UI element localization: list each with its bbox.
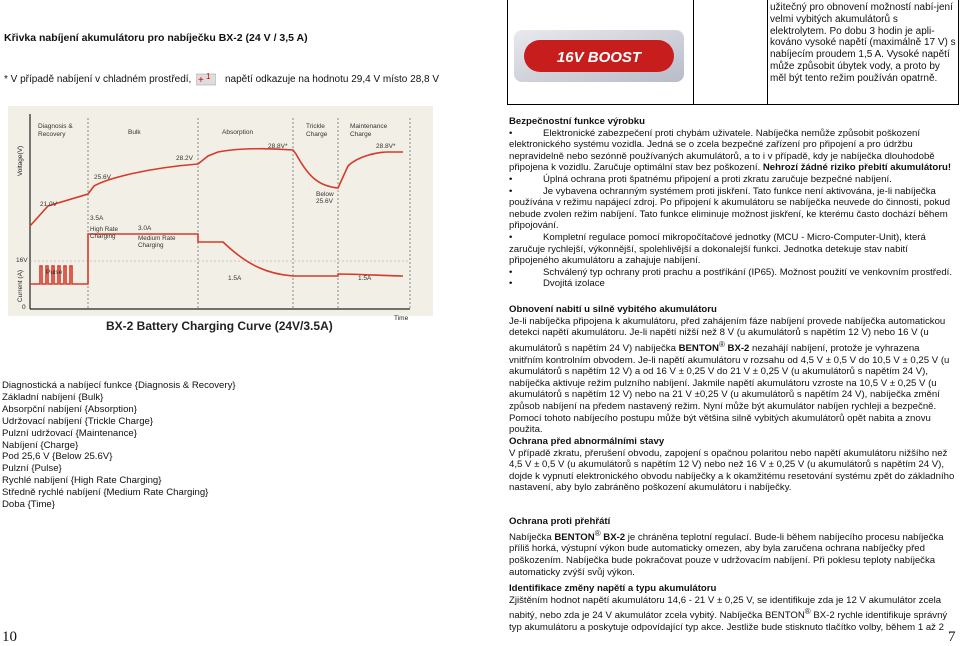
- current-label: 3.0A: [138, 225, 152, 232]
- safety-item-2: • Úplná ochrana proti špatnému připojení a proti zkratu zaručuje bezpečné nabíjení.: [509, 173, 892, 185]
- identification-title: Identifikace změny napětí a typu akumulátoru: [509, 583, 717, 594]
- page-number-left: 10: [2, 629, 17, 645]
- boost-badge-icon: [514, 30, 684, 82]
- boost-description: užitečný pro obnovení možností nabí-jení velmi vybitých akumulátorů s elektrolytem. Po dobu 3 hodin je apli-kováno vysoké napětí (maximálně 17 V) s nabíjecím proudem 1,5 A. Vysoké napětí může způsobit úbytek vody, a proto by měl být tento režim používán opatrně.: [770, 2, 956, 84]
- phase-label: Diagnosis &: [38, 123, 73, 130]
- legend-item: Pulzní {Pulse}: [2, 463, 62, 475]
- abnormal-section: [509, 436, 956, 494]
- recovery-title: Obnovení nabití u silně vybitého akumulátoru: [509, 304, 717, 315]
- voltage-label: 25.6V: [94, 174, 111, 181]
- charging-curve-chart: [8, 106, 433, 344]
- current-label: 3.5A: [90, 215, 104, 222]
- current-label: 1.5A: [358, 275, 372, 282]
- legend-item: Středně rychlé nabíjení {Medium Rate Charging}: [2, 487, 209, 499]
- y-axis-label-voltage: Voltage(V): [17, 145, 24, 177]
- legend-item: Diagnostická a nabíjecí funkce {Diagnosis & Recovery}: [2, 380, 236, 391]
- current-label: Pulse: [46, 269, 63, 276]
- legend-item: Pulzní udržovací {Maintenance}: [2, 427, 137, 439]
- boost-badge-cell: [508, 0, 694, 104]
- cold-note-right: napětí odkazuje na hodnotu 29,4 V místo 28,8 V: [225, 74, 440, 85]
- legend-list: [2, 380, 236, 511]
- zero-label: 0: [22, 304, 26, 311]
- phase-label: Trickle: [306, 123, 325, 130]
- phase-label: Recovery: [38, 131, 66, 138]
- svg-text:1: 1: [206, 72, 211, 81]
- phase-label: Bulk: [128, 129, 141, 136]
- legend-item: Pod 25,6 V {Below 25.6V}: [2, 451, 113, 463]
- warning-icon: [196, 70, 216, 86]
- current-label: Charging: [138, 242, 164, 249]
- abnormal-title: Ochrana před abnormálními stavy: [509, 436, 665, 447]
- phase-label: Maintenance: [350, 123, 388, 130]
- cold-note-left: * V případě nabíjení v chladném prostředí,: [4, 74, 192, 85]
- legend-item: Absorpční nabíjení {Absorption}: [2, 403, 137, 415]
- identification-section: [509, 583, 956, 634]
- legend-item: Nabíjení {Charge}: [2, 439, 79, 451]
- current-label: 16V: [16, 257, 28, 264]
- voltage-label: 28.8V*: [268, 143, 288, 150]
- safety-item-4: • Kompletní regulace pomocí mikropočítačové jednotky (MCU - Micro-Computer-Unit), která zaručuje rychlejší, výkonnější, spolehlivější a dokonalejší funkci. Jednotka detekuje stav nabití připojeného akumulátoru a zahajuje nabíjení.: [509, 231, 926, 267]
- boost-table: [507, 0, 959, 105]
- recovery-text: Je-li nabíječka připojena k akumulátoru, před zahájením fáze nabíjení provede nabíječka automatickou detekci napětí akumulátoru. Je-li napětí nižší než 8 V (u akumulátorů s napětím 12 V) nebo 16 V (u akumulátorů s napětím 24 V) nabíječka BENTON® BX-2 nezahájí nabíjení, protože je vyhrazena vnitřním kontrolním obvodem. Je-li napětí akumulátoru v rozsahu od 4,5 V ± 0,5 V do 10,5 V ± 0,25 V (u akumulátorů s napětím 12 V) a od 16 V ± 0,25 V do 21 V ± 0,25 V (u akumulátorů s napětím 24 V), nabíječka aktivuje režim pulzního nabíjení. Jakmile napětí akumulátoru vzroste na 10,5 V ± 0,25 V (u akumulátorů s napětím 12 V) nebo na 21 V ±0,25 V (u akumulátorů s napětím 24 V), nabíječka změní způsob nabíjení na předem nastavený režim. Nyní může být akumulátor nabíjen rychleji a bezpečně. Pomocí tohoto nabíjecího postupu může být většina silně vybitých akumulátorů opět nabita a znovu použita.: [509, 315, 950, 436]
- svg-text:16V BOOST: 16V BOOST: [556, 49, 642, 66]
- voltage-label: Below: [316, 191, 334, 198]
- safety-item-6: • Dvojitá izolace: [509, 278, 605, 290]
- svg-text:+: +: [198, 75, 204, 86]
- phase-label: Charge: [350, 131, 372, 138]
- safety-title: Bezpečnostní funkce výrobku: [509, 116, 645, 127]
- voltage-label: 28.8V*: [376, 143, 396, 150]
- current-label: High Rate: [90, 226, 119, 233]
- x-axis-label: Time: [394, 315, 409, 322]
- legend-item: Doba {Time}: [2, 499, 55, 511]
- safety-section: [509, 116, 956, 290]
- charging-curve-svg: [8, 106, 433, 344]
- overheat-title: Ochrana proti přehřátí: [509, 516, 611, 527]
- overheat-text: Nabíječka BENTON® BX-2 je chráněna teplotní regulací. Bude-li během nabíjecího procesu nabíječka příliš horká, výstupní výkon bude automaticky omezen, aby byla zaručena ochrana nabíječky před poškozením. Nabíječka bude pokračovat pouze v udržovacím nabíjení. Při poklesu teploty nabíječka automaticky zvýší svůj výkon.: [509, 528, 944, 578]
- legend-item: Rychlé nabíjení {High Rate Charging}: [2, 475, 162, 487]
- boost-empty-cell: [693, 0, 768, 104]
- recovery-section: [509, 304, 956, 436]
- page-number-right: 7: [948, 629, 956, 645]
- current-label: Charging: [90, 233, 116, 240]
- overheat-section: [509, 516, 956, 578]
- voltage-label: 28.2V: [176, 155, 193, 162]
- safety-item-3: • Je vybavena ochranným systémem proti jiskření. Tato funkce není aktivována, je-li nabíječka používána v režimu napájecí zdroj. Po připojení k akumulátoru se nabíječka neuvede do činnosti, pokud nebude zvolen režim nabíjení. Tato funkce eliminuje možnost jiskření, ke kterému často dochází během připojování.: [509, 185, 951, 232]
- page-title: Křivka nabíjení akumulátoru pro nabíječku BX-2 (24 V / 3,5 A): [4, 32, 308, 44]
- safety-item-1: • Elektronické zabezpečení proti chybám uživatele. Nabíječka nemůže způsobit poškození elektronického systému vozidla. Jedná se o zcela bezpečné zařízení pro připojení a pro údržbu nepravidelně nebo sezónně používaných akumulátorů, a to i v případě, kdy je nabíječka dlouhodobě připojena k vozidlu. Zaručuje optimální stav bez poškození. Nehrozí žádné riziko přebití akumulátoru!: [509, 127, 952, 174]
- legend-item: Základní nabíjení {Bulk}: [2, 391, 104, 403]
- phase-label: Absorption: [222, 129, 254, 136]
- safety-item-5: • Schválený typ ochrany proti prachu a postříkání (IP65). Možnost použití ve venkovním prostředí.: [509, 266, 952, 278]
- legend-item: Udržovací nabíjení {Trickle Charge}: [2, 415, 154, 427]
- current-label: 1.5A: [228, 275, 242, 282]
- voltage-label: 25.6V: [316, 198, 333, 205]
- abnormal-text: V případě zkratu, přerušení obvodu, zapojení s opačnou polaritou nebo napětí akumulátoru nižšího než 4,5 V ± 0,5 V (u akumulátorů s napětím 12 V) nebo než 16 V ± 0,25 V (u akumulátorů s napětím 24 V), dojde k vypnutí elektronického obvodu nabíječky a k okamžitému resetování systému zpět do základního nastavení, aby bylo zabráněno poškození akumulátoru i nabíječky.: [509, 447, 955, 494]
- voltage-label: 21.0V: [40, 201, 57, 208]
- y-axis-label-current: Current (A): [17, 269, 24, 303]
- current-label: Medium Rate: [138, 235, 176, 242]
- identification-text: Zjištěním hodnot napětí akumulátoru 14,6 - 21 V ± 0,25 V, se identifikuje zda je 12 V akumulátor zcela nabitý, nebo zda je 24 V akumulátor zcela vybitý. Nabíječka BENTON® BX-2 rychle identifikuje správný typ akumulátoru a poskytuje odpovídající typ akce. Jestliže bude stisknuto tlačítko volby, během 1 až 2: [509, 594, 948, 633]
- chart-title: BX-2 Battery Charging Curve (24V/3.5A): [106, 319, 333, 333]
- phase-label: Charge: [306, 131, 328, 138]
